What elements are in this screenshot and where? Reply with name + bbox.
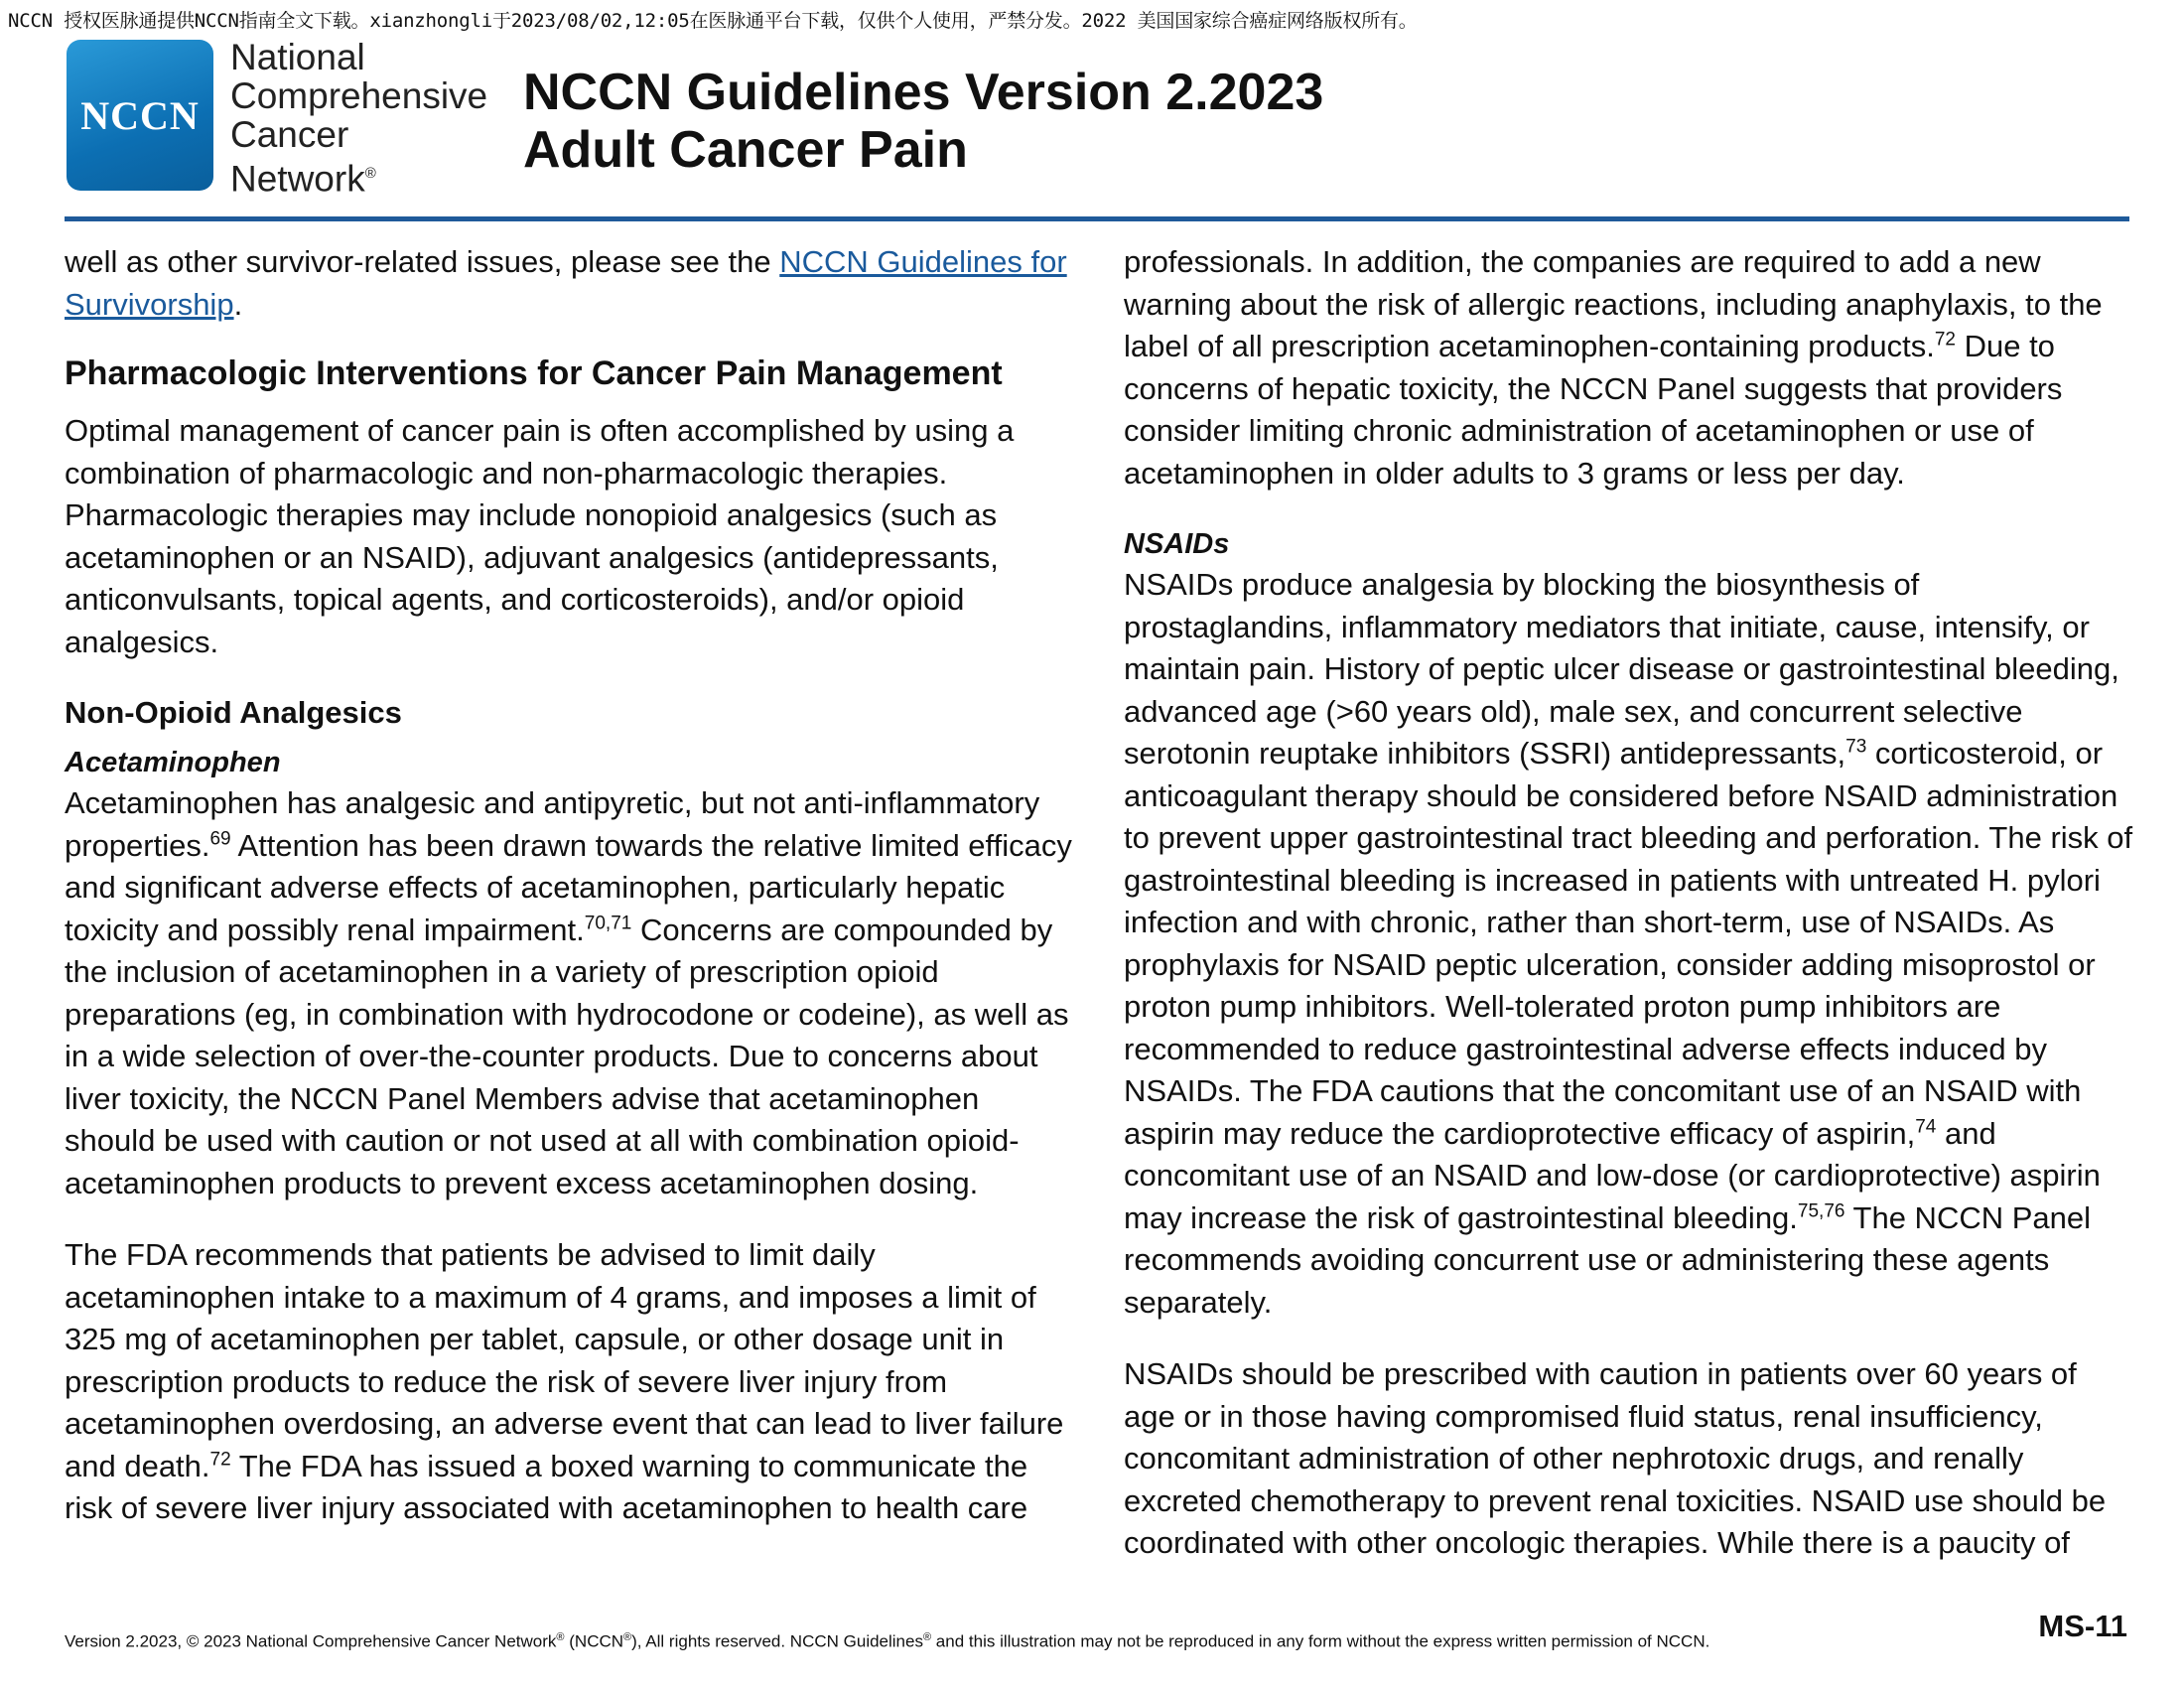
citation[interactable]: 74 (1915, 1116, 1937, 1138)
guideline-topic: Adult Cancer Pain (523, 121, 968, 179)
acetaminophen-paragraph-1: Acetaminophen has analgesic and antipyretic, but not anti-inflammatory properties.$^{69}$ Attention has been drawn towards the relative limited efficacy and significant adverse effects of acetaminophen, particularly hepatic toxicity and possibly renal impairment.$^{70,71}$ Concerns are compounded by the inclusion of acetaminophen in a variety of prescription opioid preparations (eg, in combination with hydrocodone or codeine), as well as in a wide selection of over-the-counter products. Due to concerns about liver toxicity, the NCCN Panel Members advise that acetaminophen should be used with caution or not used at all with combination opioid-acetaminophen products to prevent excess acetaminophen dosing. (65, 785, 1072, 1200)
acetaminophen-continued-paragraph: professionals. In addition, the companies are required to add a new warning about the risk of allergic reactions, including anaphylaxis, to the label of all prescription acetaminophen-containing products.$^{72}$ Due to concerns of hepatic toxicity, the NCCN Panel suggests that providers consider limiting chronic administration of acetaminophen or use of acetaminophen in older adults to 3 grams or less per day. (1124, 244, 2103, 491)
section-heading: Pharmacologic Interventions for Cancer Pain Management (65, 354, 1003, 392)
citation[interactable]: 73 (1845, 736, 1867, 758)
survivorship-guidelines-link[interactable]: NCCN Guidelines for Survivorship (65, 244, 1067, 322)
org-name-line-2: Comprehensive (230, 75, 488, 116)
org-name-line-1: National (230, 37, 365, 77)
survivorship-paragraph: well as other survivor-related issues, please see the NCCN Guidelines for Survivorship. (65, 244, 1067, 322)
org-name-line-3: Cancer (230, 114, 349, 155)
org-name-line-4: Network® (230, 158, 376, 200)
citation[interactable]: 72 (209, 1449, 231, 1471)
nsaids-paragraph-2: NSAIDs should be prescribed with caution in patients over 60 years of age or in those having compromised fluid status, renal insufficiency, concomitant administration of other nephrotoxic drugs, and renally excreted chemotherapy to prevent renal toxicities. NSAID use should be coordinated with other oncologic therapies. While there is a paucity of (1124, 1356, 2107, 1560)
nsaids-heading: NSAIDs (1124, 528, 1230, 560)
non-opioid-heading: Non-Opioid Analgesics (65, 695, 402, 730)
guideline-version: NCCN Guidelines Version 2.2023 (523, 64, 1324, 121)
nsaids-paragraph-1: NSAIDs produce analgesia by blocking the biosynthesis of prostaglandins, inflammatory mediators that initiate, cause, intensify, or maintain pain. History of peptic ulcer disease or gastrointestinal bleeding, advanced age (>60 years old), male sex, and concurrent selective serotonin reuptake inhibitors (SSRI) antidepressants,$^{73}$ corticosteroid, or anticoagulant therapy should be considered before NSAID administration to prevent upper gastrointestinal tract bleeding and perforation. The risk of gastrointestinal bleeding is increased in patients with untreated H. pylori infection and with chronic, rather than short-term, use of NSAIDs. As prophylaxis for NSAID peptic ulceration, consider adding misoprostol or proton pump inhibitors. Well-tolerated proton pump inhibitors are recommended to reduce gastrointestinal adverse effects induced by NSAIDs. The FDA cautions that the concomitant use of an NSAID with aspirin may reduce the cardioprotective efficacy of aspirin,$^{74}$ and concomitant use of an NSAID and low-dose (or cardioprotective) aspirin may increase the risk of gastrointestinal bleeding.$^{75,76}$ The NCCN Panel recommends avoiding concurrent use or administering these agents separately. (1124, 567, 2133, 1320)
header-divider (65, 216, 2129, 221)
acetaminophen-heading: Acetaminophen (65, 747, 281, 778)
download-watermark: NCCN 授权医脉通提供NCCN指南全文下载。xianzhongli于2023/08/02,12:05在医脉通平台下载，仅供个人使用，严禁分发。2022 美国国家综合癌症网络版权所有。 (8, 10, 1418, 32)
citation[interactable]: 75,76 (1797, 1200, 1845, 1222)
nccn-logo[interactable] (67, 40, 213, 191)
guideline-title (523, 64, 1323, 179)
pharmacologic-paragraph: Optimal management of cancer pain is often accomplished by using a combination of pharmacologic and non-pharmacologic therapies. Pharmacologic therapies may include nonopioid analgesics (such as acetaminophen or an NSAID), adjuvant analgesics (antidepressants, anticonvulsants, topical agents, and corticosteroids), and/or opioid analgesics. (65, 413, 1015, 659)
citation[interactable]: 69 (209, 828, 231, 850)
registered-mark: ® (364, 165, 376, 182)
citation[interactable]: 70,71 (584, 913, 632, 934)
copyright-footer: Version 2.2023, © 2023 National Comprehensive Cancer Network® (NCCN®), All rights reserved. NCCN Guidelines® and this illustration may not be reproduced in any form without the express written permission of NCCN. (65, 1631, 1710, 1651)
left-column (65, 241, 1077, 1530)
logo-abbr: NCCN (80, 92, 200, 138)
organization-name (230, 38, 487, 198)
page-number: MS-11 (2038, 1609, 2127, 1643)
acetaminophen-paragraph-2: The FDA recommends that patients be advised to limit daily acetaminophen intake to a maximum of 4 grams, and imposes a limit of 325 mg of acetaminophen per tablet, capsule, or other dosage unit in prescription products to reduce the risk of severe liver injury from acetaminophen overdosing, an adverse event that can lead to liver failure and death.$^{72}$ The FDA has issued a boxed warning to communicate the risk of severe liver injury associated with acetaminophen to health care (65, 1237, 1064, 1525)
citation[interactable]: 72 (1934, 329, 1956, 351)
right-column (1124, 241, 2136, 1565)
